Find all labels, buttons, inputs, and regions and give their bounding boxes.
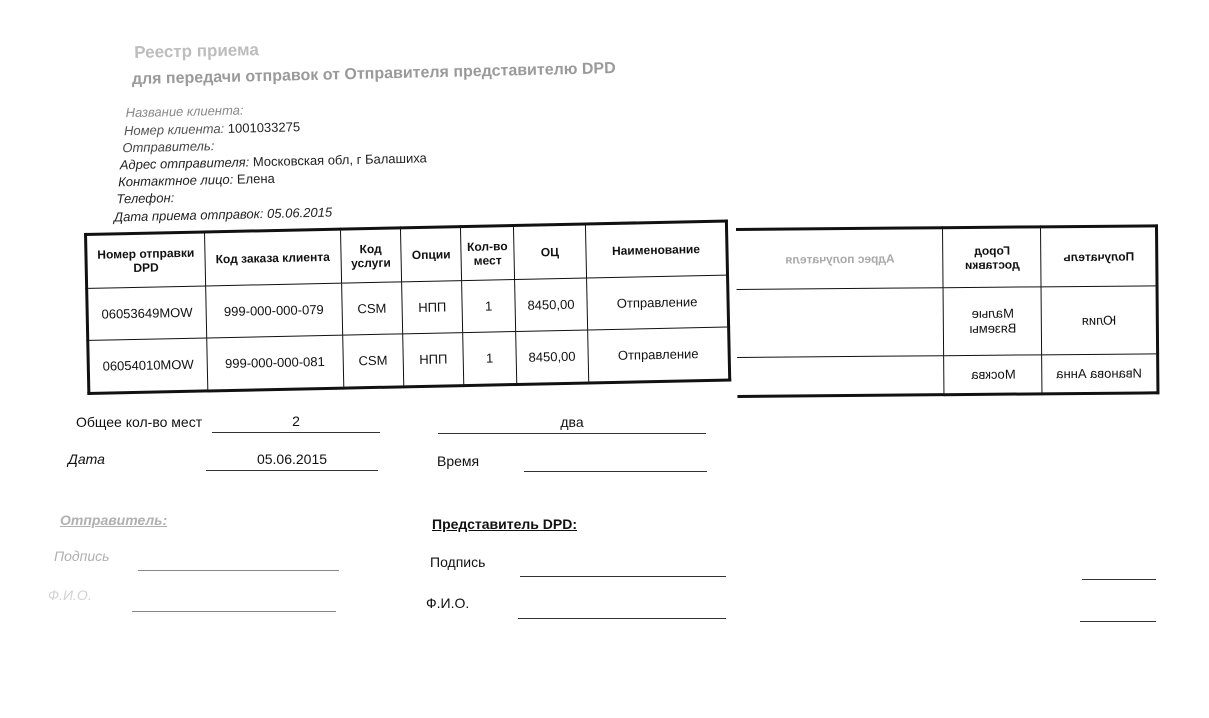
recipient-name: Иванова Анна xyxy=(1056,365,1143,382)
column-header xyxy=(736,228,944,290)
receipt-date-label: Дата приема отправок: xyxy=(113,206,264,225)
table-cell: 06053649MOW xyxy=(87,286,207,340)
table-cell: 999-000-000-079 xyxy=(205,283,342,338)
column-header xyxy=(943,227,1041,288)
table-cell: 1 xyxy=(462,280,515,333)
receipt-date-value: 05.06.2015 xyxy=(266,204,333,221)
column-header xyxy=(1041,226,1157,287)
client-number-row xyxy=(124,119,300,138)
contact-label: Контактное лицо: xyxy=(117,171,234,190)
table-cell xyxy=(1042,354,1158,394)
recipient-address-header: Адрес получателя xyxy=(784,251,895,267)
table-cell: НПП xyxy=(402,281,463,334)
document-header xyxy=(0,0,765,230)
table-cell: Отправление xyxy=(588,327,730,383)
dpd-name-line xyxy=(518,600,726,619)
time-label: Время xyxy=(437,453,480,469)
fragment-sign-line xyxy=(1082,561,1156,580)
fragment-name-line xyxy=(1080,603,1156,622)
total-places-value: 2 xyxy=(292,413,300,429)
table-row xyxy=(737,354,1158,397)
column-header: Наименование xyxy=(585,221,727,278)
sender-name-line xyxy=(132,593,336,612)
table-header-row xyxy=(736,226,1157,290)
sender-address-label: Адрес отправителя: xyxy=(119,154,250,173)
column-header: Код услуги xyxy=(340,228,401,283)
client-name-label: Название клиента: xyxy=(125,102,244,121)
table-cell: 06054010MOW xyxy=(88,338,208,393)
shipments-table xyxy=(84,220,731,393)
table-cell: CSM xyxy=(342,334,403,388)
receipt-date-row xyxy=(114,205,333,225)
table-cell: 8450,00 xyxy=(514,278,588,332)
delivery-city-header: Город доставки xyxy=(964,243,1020,273)
recipient-table xyxy=(736,224,1159,398)
table-cell xyxy=(1041,286,1157,355)
dpd-sign-line xyxy=(520,558,726,577)
phone-label: Телефон: xyxy=(116,190,175,207)
table-cell xyxy=(944,287,1042,356)
recipient-name: Юлия xyxy=(1081,312,1117,328)
contact-value: Елена xyxy=(236,170,275,187)
delivery-city: Малые Вяземы xyxy=(969,306,1017,337)
date-value: 05.06.2015 xyxy=(256,451,328,467)
recipient-header: Получатель xyxy=(1062,249,1134,265)
total-places-words: два xyxy=(560,414,584,430)
client-number-label: Номер клиента: xyxy=(123,120,225,139)
sender-sign-label: Подпись xyxy=(54,548,110,564)
total-places-label: Общее кол-во мест xyxy=(76,414,203,430)
sender-address-value: Московская обл, г Балашиха xyxy=(252,150,427,170)
contact-row xyxy=(118,171,275,190)
sender-name-label: Ф.И.О. xyxy=(48,587,92,603)
column-header: Номер отправки DPD xyxy=(86,232,206,288)
sender-sign-line xyxy=(138,552,339,571)
dpd-signature-title: Представитель DPD: xyxy=(432,516,577,532)
date-label: Дата xyxy=(68,451,105,467)
sender-signature-title: Отправитель: xyxy=(60,512,168,528)
sender-label: Отправитель: xyxy=(122,138,215,156)
table-cell xyxy=(944,355,1042,395)
table-cell xyxy=(737,356,944,397)
column-header: Кол-во мест xyxy=(461,226,514,281)
table-cell: CSM xyxy=(341,282,402,335)
table-cell: Отправление xyxy=(587,275,729,330)
table-cell: 1 xyxy=(463,331,516,385)
table-cell: 999-000-000-081 xyxy=(206,335,343,391)
client-number-value: 1001033275 xyxy=(227,119,301,136)
time-line xyxy=(524,453,707,472)
column-header: ОЦ xyxy=(513,224,587,280)
table-cell: 8450,00 xyxy=(515,330,589,385)
dpd-sign-label: Подпись xyxy=(430,554,486,570)
document-subtitle: для передачи отправок от Отправителя представителю DPD xyxy=(131,60,616,89)
table-cell: НПП xyxy=(403,333,464,387)
column-header: Код заказа клиента xyxy=(204,229,341,286)
dpd-name-label: Ф.И.О. xyxy=(426,595,470,611)
table-cell xyxy=(737,288,945,358)
table-row xyxy=(737,286,1158,358)
document-title: Реестр приема xyxy=(134,40,260,62)
column-header: Опции xyxy=(400,227,461,282)
delivery-city: Москва xyxy=(970,366,1016,382)
